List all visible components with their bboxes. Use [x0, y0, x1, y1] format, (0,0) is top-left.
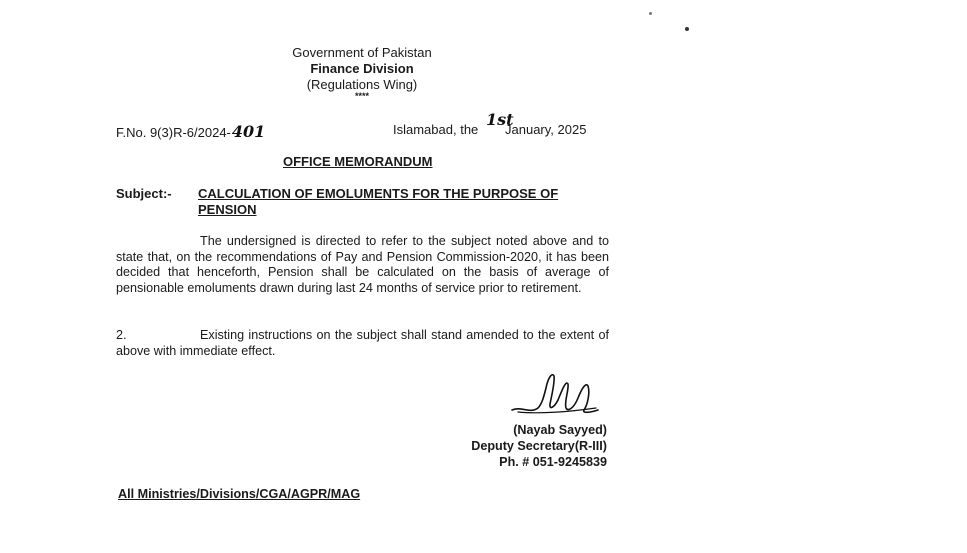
header-wing: (Regulations Wing)	[306, 77, 418, 92]
file-number-text: F.No. 9(3)R-6/2024-	[116, 125, 231, 140]
scan-speck	[685, 27, 689, 31]
subject-line-2: PENSION	[198, 202, 257, 217]
distribution-list: All Ministries/Divisions/CGA/AGPR/MAG	[118, 487, 361, 501]
scan-speck	[649, 12, 652, 15]
subject-line-1: CALCULATION OF EMOLUMENTS FOR THE PURPOSE OF	[198, 186, 559, 201]
paragraph-2-number: 2.	[116, 328, 127, 342]
signatory-designation: Deputy Secretary(R-III)	[471, 439, 607, 453]
paragraph-2	[116, 328, 609, 359]
header-government: Government of Pakistan	[292, 45, 432, 60]
signatory-phone: Ph. # 051-9245839	[499, 455, 607, 469]
memo-title: OFFICE MEMORANDUM	[283, 154, 433, 169]
date-day-handwritten: 1st	[486, 110, 514, 129]
header-stars: ****	[354, 91, 369, 101]
paragraph-2-text: Existing instructions on the subject shall stand amended to the extent of above with immediate effect.	[116, 328, 609, 358]
paragraph-1-text: The undersigned is directed to refer to the subject noted above and to state that, on the recommendations of Pay and Pension Commission-2020, it has been decided that henceforth, Pension shall be calculated on the basis of average of pensionable emoluments drawn during last 24 months of service prior to retirement.	[116, 234, 609, 295]
subject-label: Subject:-	[116, 186, 172, 201]
paragraph-1	[116, 234, 609, 296]
signature-image	[508, 368, 608, 420]
signatory-name: (Nayab Sayyed)	[513, 423, 607, 437]
file-number-handwritten: 401	[231, 122, 266, 141]
date-rest: January, 2025	[505, 122, 587, 137]
header-division: Finance Division	[310, 61, 414, 76]
date-line	[393, 122, 478, 137]
date-place: Islamabad, the	[393, 122, 479, 137]
file-number	[116, 122, 265, 141]
